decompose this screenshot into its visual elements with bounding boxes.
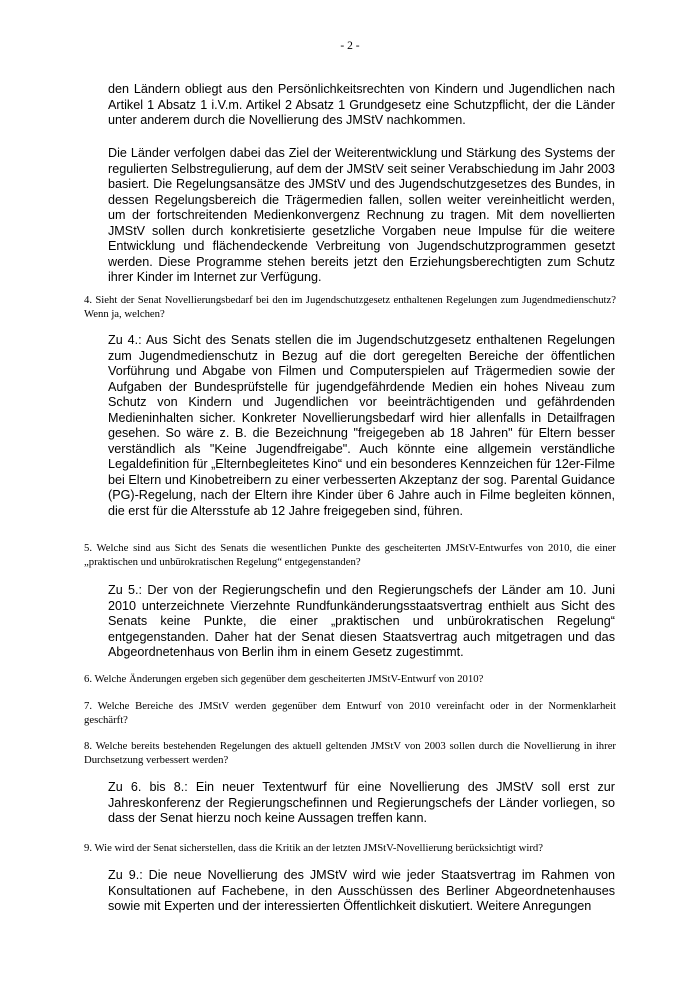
answer-9: Zu 9.: Die neue Novellierung des JMStV wird wie jeder Staatsvertrag im Rahmen von Konsultationen auf Fachebene, in den Ausschüssen des Berliner Abgeordnetenhauses sowie mit Experten und der interessierten Öffentlichkeit diskutiert. Weitere Anregungen [108, 868, 615, 913]
answer-5: Zu 5.: Der von der Regierungschefin und den Regierungschefs der Länder am 10. Juni 2010 unterzeichnete Vierzehnte Rundfunkänderungsstaatsvertrag enthielt aus Sicht des Senats keine Punkte, die einer „praktischen und unbürokratischen Regelung“ entgegenstanden. Daher hat der Senat diesen Staatsvertrag auch mitgetragen und das Abgeordnetenhaus von Berlin ihm in einem Gesetz zugestimmt. [108, 583, 615, 659]
answer-6-to-8: Zu 6. bis 8.: Ein neuer Textentwurf für eine Novellierung des JMStV soll erst zur Jahreskonferenz der Regierungschefinnen und Regierungschefs der Länder vorliegen, so dass der Senat hierzu noch keine Aussagen treffen kann. [108, 780, 615, 825]
question-5: 5. Welche sind aus Sicht des Senats die wesentlichen Punkte des gescheiterten JMStV-Entwurfes von 2010, die einer „praktischen und unbürokratischen Regelung“ entgegenstanden? [84, 542, 616, 568]
page-number: - 2 - [340, 40, 360, 52]
question-7: 7. Welche Bereiche des JMStV werden gegenüber dem Entwurf von 2010 vereinfacht oder in der Normenklarheit geschärft? [84, 700, 616, 726]
question-8: 8. Welche bereits bestehenden Regelungen des aktuell geltenden JMStV von 2003 sollen durch die Novellierung in ihrer Durchsetzung verbessert werden? [84, 740, 616, 766]
intro-paragraph-1: den Ländern obliegt aus den Persönlichkeitsrechten von Kindern und Jugendlichen nach Artikel 1 Absatz 1 i.V.m. Artikel 2 Absatz 1 Grundgesetz eine Schutzpflicht, der die Länder unter anderem durch die Novellierung des JMStV nachkommen. [108, 82, 615, 127]
question-4: 4. Sieht der Senat Novellierungsbedarf bei den im Jugendschutzgesetz enthaltenen Regelungen zum Jugendmedienschutz? Wenn ja, welchen? [84, 294, 616, 320]
intro-paragraph-2: Die Länder verfolgen dabei das Ziel der Weiterentwicklung und Stärkung des Systems der regulierten Selbstregulierung, auf dem der JMStV seit seiner Verabschiedung im Jahr 2003 basiert. Die Regelungsansätze des JMStV und des Jugendschutzgesetzes des Bundes, in dessen Regelungsbereich die Trägermedien fallen, sollen weiter vereinheitlicht werden, um der fortschreitenden Medienkonvergenz Rechnung zu tragen. Mit dem novellierten JMStV sollen durch konkretisierte gesetzliche Vorgaben neue Impulse für die weitere Entwicklung und flächendeckende Verbreitung von Jugendschutzprogrammen gesetzt werden. Diese Programme stehen bereits jetzt den Erziehungsberechtigten zum Schutz ihrer Kinder im Internet zur Verfügung. [108, 146, 615, 284]
question-9: 9. Wie wird der Senat sicherstellen, dass die Kritik an der letzten JMStV-Novellierung berücksichtigt wird? [84, 842, 544, 854]
answer-4: Zu 4.: Aus Sicht des Senats stellen die im Jugendschutzgesetz enthaltenen Regelungen zum Jugendmedienschutz in Bezug auf die dort geregelten Bereiche der öffentlichen Vorführung und Abgabe von Filmen und Computerspielen auf Trägermedien sowie der Aufgaben der Bundesprüfstelle für jugendgefährdende Medien ein hohes Niveau zum Schutz von Kindern und Jugendlichen vor beeinträchtigenden und gefährdenden Medieninhalten sicher. Konkreter Novellierungsbedarf wird hier allenfalls in Detailfragen gesehen. So wäre z. B. die Bezeichnung "freigegeben ab 18 Jahren" für Eltern besser verständlich als "Keine Jugendfreigabe". Auch könnte eine allgemein verständliche Legaldefinition für „Elternbegleitetes Kino“ und ein besonderes Kennzeichen für 12er-Filme bei Eltern und Kinobetreibern zu einer verbesserten Akzeptanz der sog. Parental Guidance (PG)-Regelung, nach der Eltern ihre Kinder über 6 Jahre auch in Filme begleiten können, die erst für die Altersstufe ab 12 Jahre freigegeben sind, führen. [108, 333, 615, 518]
question-6: 6. Welche Änderungen ergeben sich gegenüber dem gescheiterten JMStV-Entwurf von 2010? [84, 673, 484, 685]
